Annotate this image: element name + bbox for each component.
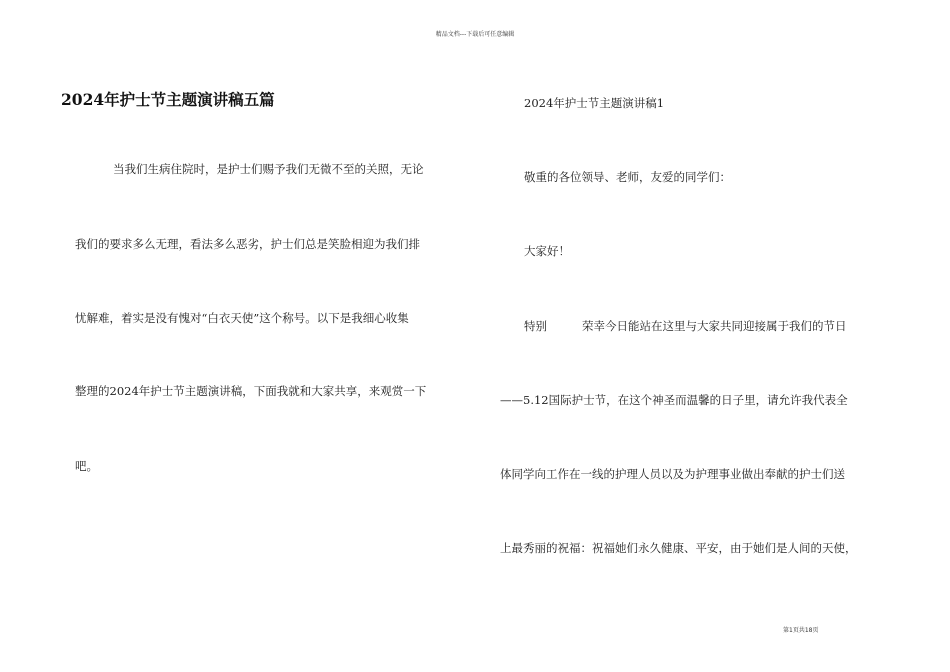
document-title: 2024年护士节主题演讲稿五篇: [61, 90, 275, 109]
page-number: 第1页共18页: [783, 627, 819, 634]
body-line: 整理的2024年护士节主题演讲稿，下面我就和大家共享，来观赏一下: [75, 384, 427, 398]
page-header-note: 精品文档---下载后可任意编辑: [435, 31, 515, 38]
paragraph-start-word: 特别: [524, 319, 547, 333]
salutation: 敬重的各位领导、老师，友爱的同学们：: [524, 170, 731, 184]
body-line: ——5.12国际护士节，在这个神圣而温馨的日子里，请允许我代表全: [500, 393, 848, 407]
body-line: 体同学向工作在一线的护理人员以及为护理事业做出奉献的护士们送: [500, 467, 845, 481]
body-line: 吧。: [75, 459, 98, 473]
paragraph-start-rest: 荣幸今日能站在这里与大家共同迎接属于我们的节日: [582, 319, 847, 333]
body-line: 当我们生病住院时，是护士们赐予我们无微不至的关照，无论: [113, 162, 424, 176]
greeting: 大家好！: [524, 244, 570, 258]
body-line: 我们的要求多么无理，看法多么恶劣，护士们总是笑脸相迎为我们排: [75, 237, 420, 251]
speech-heading: 2024年护士节主题演讲稿1: [524, 96, 665, 110]
body-line: 忧解难，着实是没有愧对“白衣天使”这个称号。以下是我细心收集: [75, 311, 409, 325]
body-line: 上最秀丽的祝福：祝福她们永久健康、平安，由于她们是人间的天使，: [500, 541, 857, 555]
